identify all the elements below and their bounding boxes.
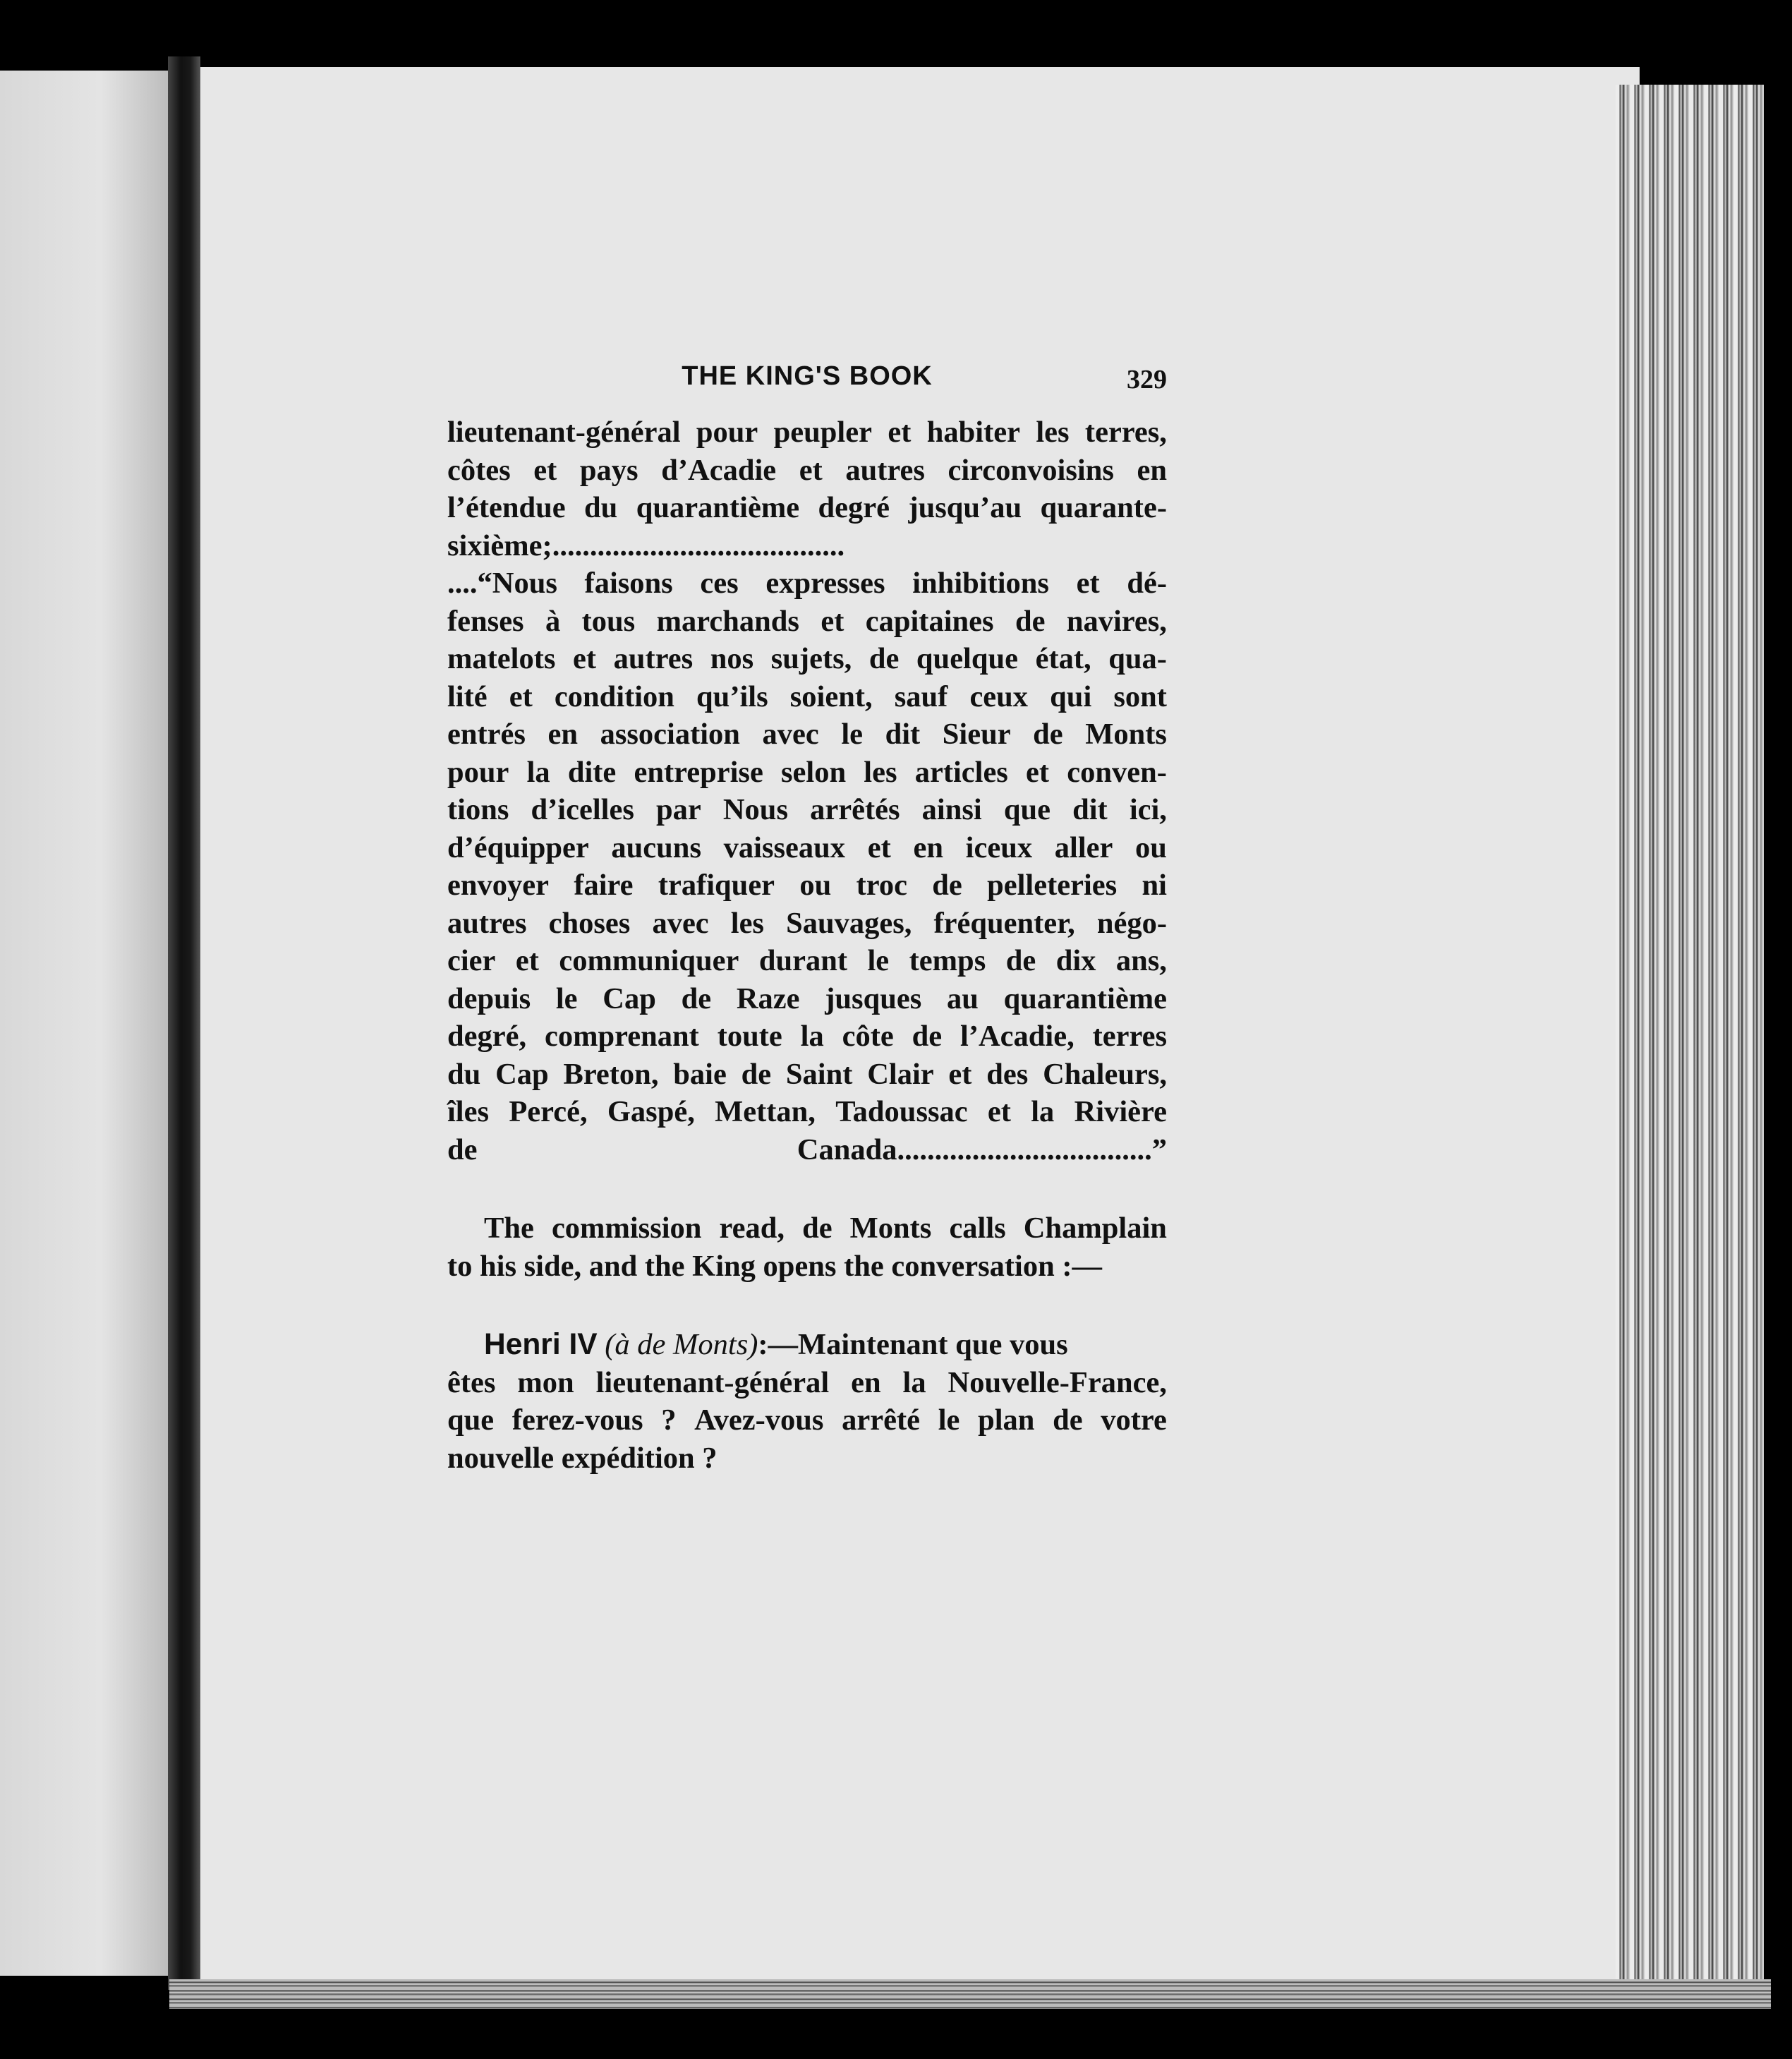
text-line: fenses à tous marchands et capitaines de navires, — [447, 604, 1167, 638]
text-line: tions d’icelles par Nous arrêtés ainsi que dit ici, — [447, 793, 1167, 826]
text-line: d’équipper aucuns vaisseaux et en iceux aller ou — [447, 831, 1167, 864]
text-line: matelots et autres nos sujets, de quelque état, qua- — [447, 642, 1167, 675]
stage-direction: (à de Monts) — [605, 1328, 758, 1361]
text-line: lieutenant-général pour peupler et habiter les terres, — [447, 416, 1167, 449]
dialogue-first-line — [447, 1326, 1167, 1364]
running-head-title: THE KING'S BOOK — [682, 361, 933, 391]
speaker-name: Henri IV — [484, 1328, 598, 1361]
text-line: êtes mon lieutenant-général en la Nouvelle-France, — [447, 1365, 1167, 1399]
text-line: autres choses avec les Sauvages, fréquenter, négo- — [447, 906, 1167, 940]
text-line: entrés en association avec le dit Sieur de Monts — [447, 718, 1167, 751]
text-line: degré, comprenant toute la côte de l’Acadie, terres — [447, 1020, 1167, 1053]
text-line: The commission read, de Monts calls Champlain — [484, 1212, 1167, 1245]
text-line: îles Percé, Gaspé, Mettan, Tadoussac et la Rivière — [447, 1095, 1167, 1128]
text-line: du Cap Breton, baie de Saint Clair et des Chaleurs, — [447, 1057, 1167, 1091]
text-line: ....“Nous faisons ces expresses inhibitions et dé- — [447, 567, 1167, 600]
text-line: l’étendue du quarantième degré jusqu’au quarante- — [447, 491, 1167, 524]
text-line: pour la dite entreprise selon les articles et conven- — [447, 755, 1167, 789]
dialogue-text: :—Maintenant que vous — [758, 1328, 1068, 1361]
page-text — [447, 361, 1167, 1477]
text-line: depuis le Cap de Raze jusques au quarantième — [447, 982, 1167, 1015]
running-head — [447, 361, 1167, 404]
text-line: envoyer faire trafiquer ou troc de pelleteries ni — [447, 869, 1167, 902]
page-bottom-edge — [169, 1979, 1771, 2009]
dialogue-paragraph — [447, 1326, 1167, 1477]
text-line: de Canada..................................” — [447, 1133, 1167, 1166]
book-gutter — [168, 56, 200, 1990]
text-line: to his side, and the King opens the conversation :— — [447, 1249, 1103, 1283]
text-line: lité et condition qu’ils soient, sauf ceux qui sont — [447, 680, 1167, 713]
page-number: 329 — [1127, 365, 1167, 394]
text-line: côtes et pays d’Acadie et autres circonvoisins en — [447, 453, 1167, 487]
quoted-commission — [447, 413, 1167, 1169]
text-line: que ferez-vous ? Avez-vous arrêté le plan de votre — [447, 1403, 1167, 1437]
page-edges — [1616, 85, 1764, 1990]
text-line: cier et communiquer durant le temps de dix ans, — [447, 944, 1167, 977]
text-line: sixième;....................................... — [447, 529, 845, 562]
text-line: nouvelle expédition ? — [447, 1441, 718, 1475]
facing-page-edge — [0, 71, 168, 1976]
narration-paragraph — [447, 1209, 1167, 1285]
